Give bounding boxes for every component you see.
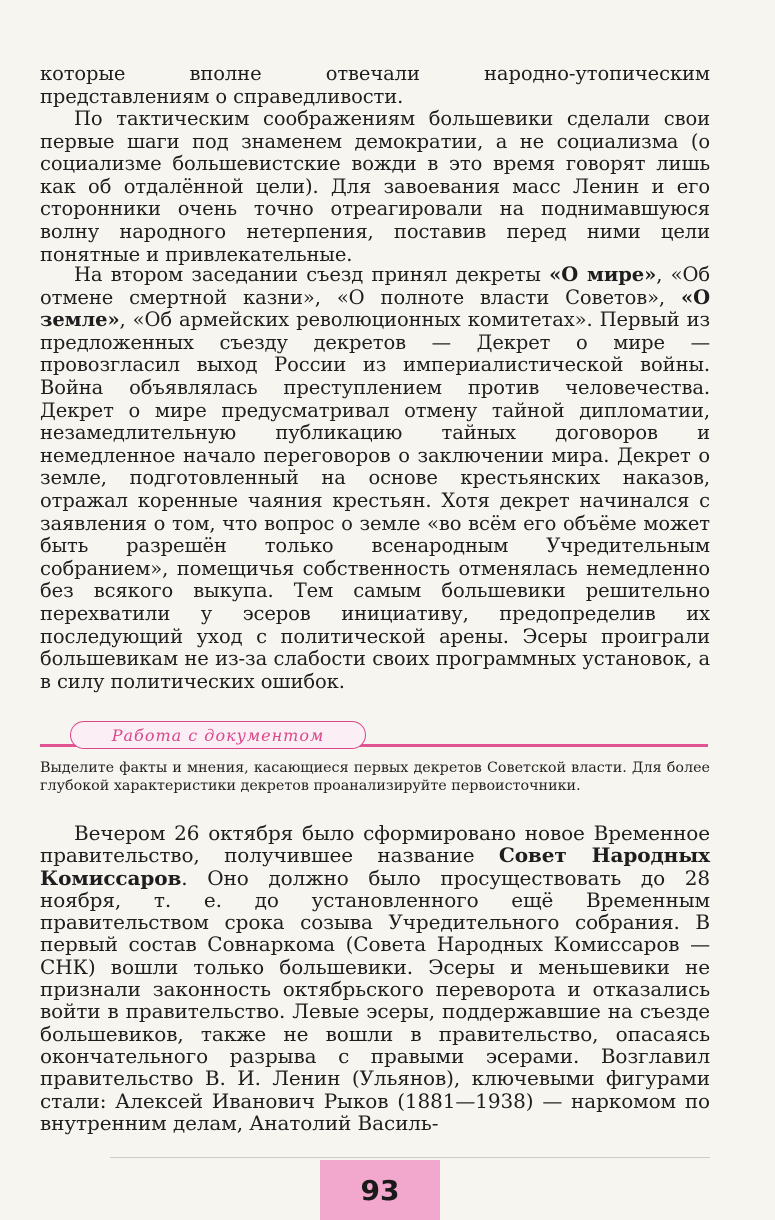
paragraph-decrees (40, 264, 710, 693)
document-section-label: Работа с документом (70, 721, 366, 749)
text-span: Вечером 26 октября было сформировано новое Временное правительство, получившее название (40, 821, 710, 868)
bold-term-peace-decree: «О мире» (549, 263, 657, 286)
page-number: 93 (320, 1160, 440, 1220)
text-span: . Оно должно было просуществовать до 28 ноября, т. е. до установленного ещё Временным правительством срока созыва Учредительного собрания. В первый состав Совнаркома (Совета Народных Комиссаров — СНК) вошли только большевики. Эсеры и меньшевики не признали законность октябрьского переворота и отказались войти в правительство. Левые эсеры, поддержавшие на съезде большевиков, также не вошли в правительство, опасаясь окончательного разрыва с правыми эсерами. Возглавил правительство В. И. Ленин (Ульянов), ключевыми фигурами стали: Алексей Иванович Рыков (1881—1938) — наркомом по внутренним делам, Анатолий Василь- (40, 865, 710, 1135)
text-span: , «Об отмене смертной казни», «О полноте власти Советов», (40, 263, 710, 309)
text-span: , «Об армейских революционных комитетах». Первый из предложенных съезду декретов — Декрет о мире — провозгласил выход России из империалистической войны. Война объявлялась преступлением против человечества. Декрет о мире предусматривал отмену тайной дипломатии, незамедлительную публикацию тайных договоров и немедленное начало переговоров о заключении мира. Декрет о земле, подготовленный на основе крестьянских наказов, отражал коренные чаяния крестьян. Хотя декрет начинался с заявления о том, что вопрос о земле «во всём его объёме может быть разрешён только всенародным Учредительным собранием», помещичья собственность отменялась немедленно без всякого выкупа. Тем самым большевики решительно перехватили у эсеров инициативу, предопределив их последующий уход с политической арены. Эсеры проиграли большевикам не из-за слабости своих программных установок, а в силу политических ошибок. (40, 308, 710, 693)
bold-term-land-decree: «О земле» (40, 285, 710, 332)
paragraph-sovnarkom (40, 822, 710, 1134)
text-span: На втором заседании съезд принял декреты (74, 263, 550, 286)
footer-divider (110, 1157, 710, 1158)
document-task-text: Выделите факты и мнения, касающиеся первых декретов Советской власти. Для более глубокой характеристики декретов проанализируйте первоисточники. (40, 760, 710, 794)
bold-term-sovnarkom: Совет Народных Комиссаров (40, 843, 710, 890)
paragraph-tactics: По тактическим соображениям большевики сделали свои первые шаги под знаменем демократии, а не социализма (о социализме большевистские вожди в это время говорят лишь как об отдалённой цели). Для завоевания масс Ленин и его сторонники очень точно отреагировали на поднимавшуюся волну народного нетерпения, поставив перед ними цели понятные и привлекательные. (40, 107, 710, 266)
paragraph-continuation: которые вполне отвечали народно-утопическим представлениям о справедливости. (40, 62, 710, 108)
